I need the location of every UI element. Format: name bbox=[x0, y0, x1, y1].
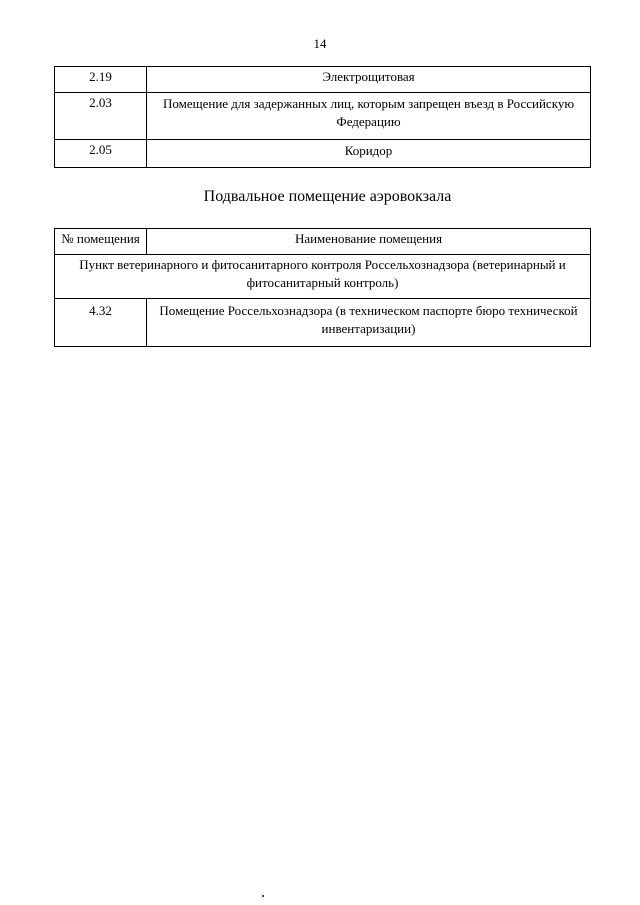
scan-artifact bbox=[262, 895, 264, 897]
table-group-row bbox=[55, 255, 591, 299]
column-header-number: № помещения bbox=[55, 229, 147, 255]
room-name-cell: Электрощитовая bbox=[147, 67, 591, 93]
room-number-cell: 2.19 bbox=[55, 67, 147, 93]
rooms-table bbox=[54, 66, 591, 168]
room-name-cell: Помещение для задержанных лиц, которым запрещен въезд в Российскую Федерацию bbox=[147, 93, 591, 140]
table-row bbox=[55, 140, 591, 168]
table-row bbox=[55, 299, 591, 347]
room-name-cell: Помещение Россельхознадзора (в техническом паспорте бюро технической инвентаризации) bbox=[147, 299, 591, 347]
table-header-row bbox=[55, 229, 591, 255]
room-number-cell: 2.03 bbox=[55, 93, 147, 140]
column-header-name: Наименование помещения bbox=[147, 229, 591, 255]
room-number-cell: 2.05 bbox=[55, 140, 147, 168]
group-title-cell: Пункт ветеринарного и фитосанитарного контроля Россельхознадзора (ветеринарный и фитосанитарный контроль) bbox=[55, 255, 591, 299]
table-row bbox=[55, 67, 591, 93]
page-number: 14 bbox=[313, 36, 327, 51]
section-title: Подвальное помещение аэровокзала bbox=[203, 188, 452, 205]
basement-rooms-table bbox=[54, 228, 591, 347]
room-name-cell: Коридор bbox=[147, 140, 591, 168]
room-number-cell: 4.32 bbox=[55, 299, 147, 347]
table-row bbox=[55, 93, 591, 140]
